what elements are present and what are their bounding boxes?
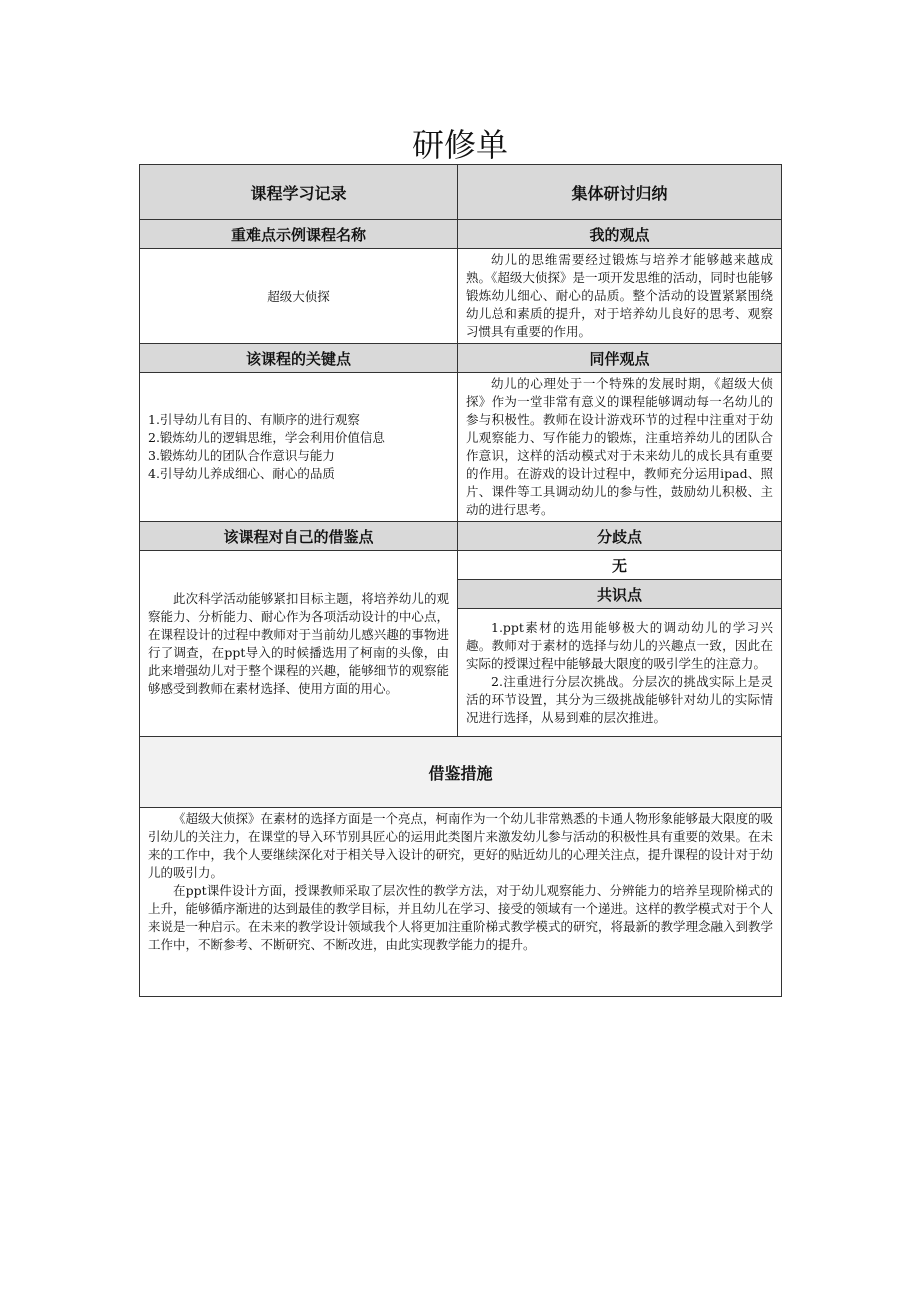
peer-view-text: 幼儿的心理处于一个特殊的发展时期，《超级大侦探》作为一堂非常有意义的课程能够调动每一名幼儿的参与积极性。教师在设计游戏环节的过程中注重对于幼儿观察能力、写作能力的锻炼，注重培养幼儿的团队合作意识，这样的活动模式对于未来幼儿的成长具有重要的作用。在游戏的设计过程中，教师充分运用ipad、照片、课件等工具调动幼儿的参与性，鼓励幼儿积极、主动的进行思考。 <box>466 376 773 517</box>
measures-paragraph: 《超级大侦探》在素材的选择方面是一个亮点，柯南作为一个幼儿非常熟悉的卡通人物形象能够最大限度的吸引幼儿的关注力，在课堂的导入环节别具匠心的运用此类图片来激发幼儿参与活动的积极性具有重要的效果。在未来的工作中，我个人要继续深化对于相关导入设计的研究，更好的贴近幼儿的心理关注点，提升课程的设计对于幼儿的吸引力。 <box>148 811 774 880</box>
training-sheet-table <box>139 164 782 997</box>
my-view-text: 幼儿的思维需要经过锻炼与培养才能够越来越成熟。《超级大侦探》是一项开发思维的活动，同时也能够锻炼幼儿细心、耐心的品质。整个活动的设置紧紧围绕幼儿总和素质的提升，对于培养幼儿良好的思考、观察习惯具有重要的作用。 <box>466 252 773 339</box>
key-point-item: 1.引导幼儿有目的、有顺序的进行观察 <box>148 412 360 427</box>
my-view-cell <box>458 249 782 344</box>
header-self-reference: 该课程对自己的借鉴点 <box>140 522 458 551</box>
header-measures: 借鉴措施 <box>140 737 782 808</box>
divergence-value: 无 <box>458 551 782 580</box>
measures-cell <box>140 808 782 997</box>
header-divergence: 分歧点 <box>458 522 782 551</box>
self-reference-text: 此次科学活动能够紧扣目标主题，将培养幼儿的观察能力、分析能力、耐心作为各项活动设计的中心点，在课程设计的过程中教师对于当前幼儿感兴趣的事物进行了调查，在ppt导入的时候播选用了柯南的头像，由此来增强幼儿对于整个课程的兴趣，能够细节的观察能够感受到教师在素材选择、使用方面的用心。 <box>148 590 449 696</box>
peer-view-cell <box>458 373 782 522</box>
self-reference-cell <box>140 551 458 737</box>
key-point-item: 3.锻炼幼儿的团队合作意识与能力 <box>148 448 335 463</box>
consensus-item: 1.ppt素材的选用能够极大的调动幼儿的学习兴趣。教师对于素材的选择与幼儿的兴趣点一致，因此在实际的授课过程中能够最大限度的吸引学生的注意力。 <box>466 619 773 671</box>
key-points-cell <box>140 373 458 522</box>
header-case-name: 重难点示例课程名称 <box>140 220 458 249</box>
header-group-summary: 集体研讨归纳 <box>458 165 782 220</box>
key-point-item: 4.引导幼儿养成细心、耐心的品质 <box>148 466 335 481</box>
header-course-record: 课程学习记录 <box>140 165 458 220</box>
header-key-points: 该课程的关键点 <box>140 344 458 373</box>
key-point-item: 2.锻炼幼儿的逻辑思维，学会利用价值信息 <box>148 430 385 445</box>
consensus-cell <box>458 609 782 737</box>
page-title: 研修单 <box>411 126 508 164</box>
case-name-value: 超级大侦探 <box>140 249 458 344</box>
consensus-item: 2.注重进行分层次挑战。分层次的挑战实际上是灵活的环节设置，其分为三级挑战能够针对幼儿的实际情况进行选择，从易到难的层次推进。 <box>466 673 773 725</box>
header-consensus: 共识点 <box>458 580 782 609</box>
header-my-view: 我的观点 <box>458 220 782 249</box>
measures-paragraph: 在ppt课件设计方面，授课教师采取了层次性的教学方法，对于幼儿观察能力、分辨能力的培养呈现阶梯式的上升，能够循序渐进的达到最佳的教学目标，并且幼儿在学习、接受的领域有一个递进。这样的教学模式对于个人来说是一种启示。在未来的教学设计领域我个人将更加注重阶梯式教学模式的研究，将最新的教学理念融入到教学工作中，不断参考、不断研究、不断改进，由此实现教学能力的提升。 <box>148 883 774 952</box>
header-peer-view: 同伴观点 <box>458 344 782 373</box>
